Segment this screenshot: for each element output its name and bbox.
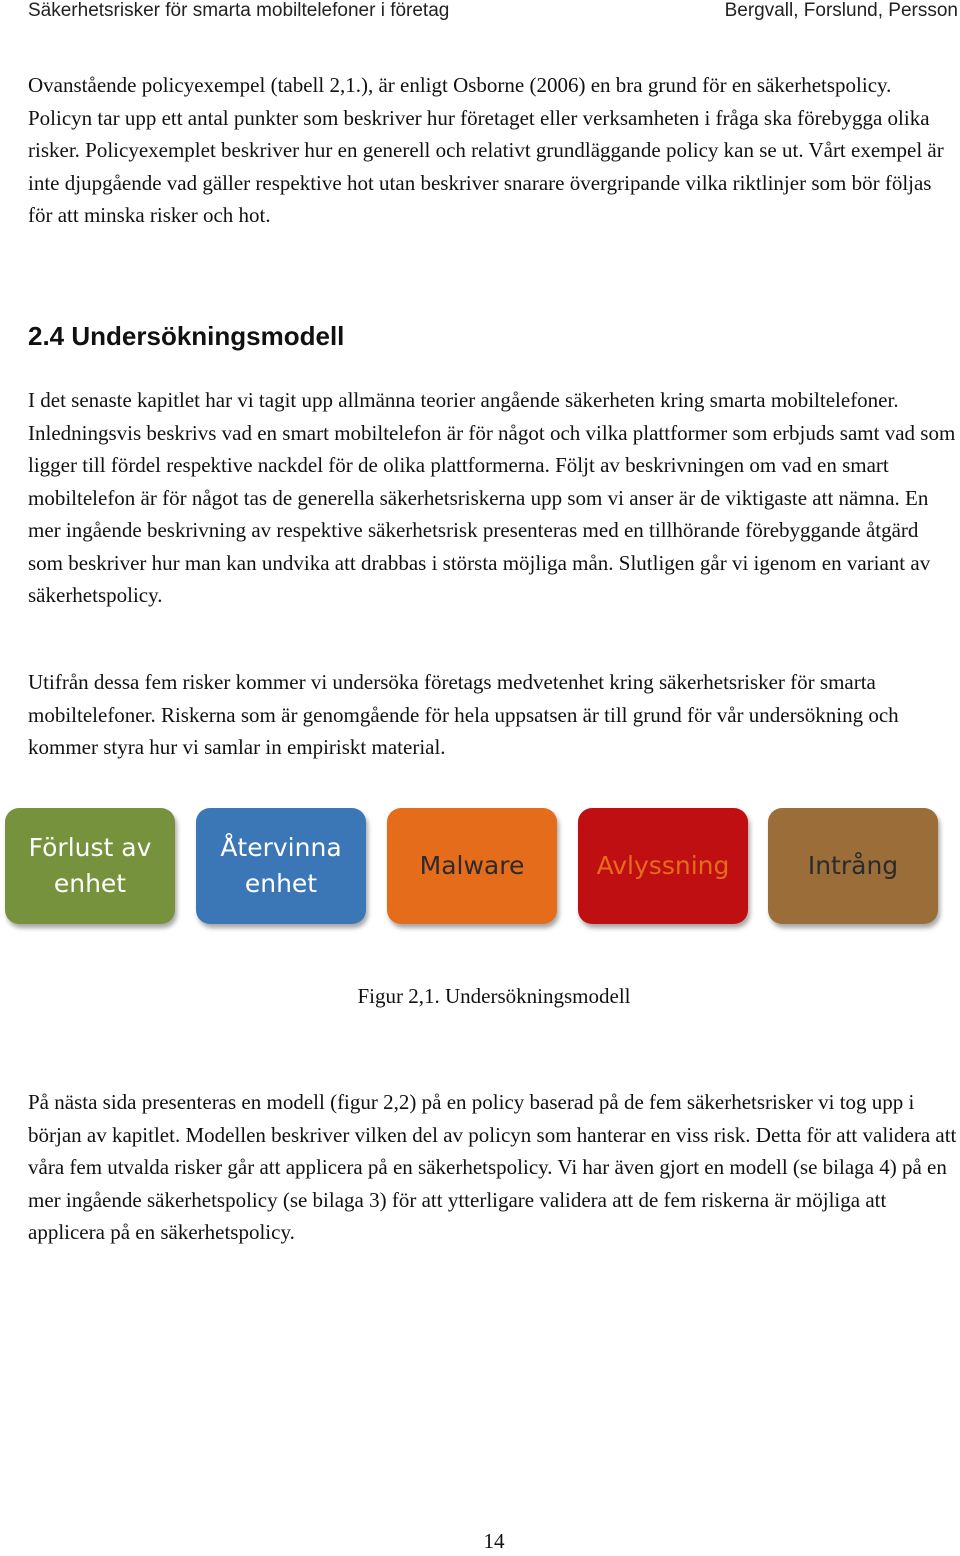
running-header [0, 0, 960, 24]
research-model-figure [5, 808, 945, 928]
risk-box-malware [387, 808, 557, 924]
risk-box-intrusion [768, 808, 938, 924]
header-title: Säkerhetsrisker för smarta mobiltelefoner i företag [28, 0, 450, 21]
risk-box-label-line2: enhet [53, 869, 127, 898]
risk-box-label-line1: Malware [419, 851, 525, 880]
paragraph-five-risks: Utifrån dessa fem risker kommer vi undersöka företags medvetenhet kring säkerhetsrisker för smarta mobiltelefoner. Riskerna som är genomgående för hela uppsatsen är till grund för vår undersökning och kommer styra hur vi samlar in empiriskt material. [28, 670, 899, 759]
risk-box-label-line2: enhet [244, 869, 318, 898]
risk-box-label-line1: Återvinna [220, 833, 342, 862]
risk-box-loss-of-device [5, 808, 175, 924]
risk-box-recycle-device [196, 808, 366, 924]
risk-box-label-line1: Förlust av [28, 833, 152, 862]
risk-box-label-line1: Avlyssning [596, 851, 730, 880]
paragraph-policy-example: Ovanstående policyexempel (tabell 2,1.), är enligt Osborne (2006) en bra grund för en säkerhetspolicy. Policyn tar upp ett antal punkter som beskriver hur företaget eller verksamheten i fråga ska förebygga olika risker. Policyexemplet beskriver hur en generell och relativt grundläggande policy kan se ut. Vårt exempel är inte djupgående vad gäller respektive hot utan beskriver snarare övergripande vilka riktlinjer som bör följas för att minska risker och hot. [28, 73, 944, 227]
page-number: 14 [483, 1529, 505, 1553]
risk-box-label-line1: Intrång [807, 851, 899, 880]
section-heading: 2.4 Undersökningsmodell [28, 321, 345, 351]
risk-box-eavesdropping [578, 808, 748, 924]
paragraph-chapter-summary: I det senaste kapitlet har vi tagit upp allmänna teorier angående säkerheten kring smarta mobiltelefoner. Inledningsvis beskrivs vad en smart mobiltelefon är för något och vilka plattformer som erbjuds samt vad som ligger till fördel respektive nackdel för de olika plattformerna. Följt av beskrivningen om vad en smart mobiltelefon är för något tas de generella säkerhetsriskerna upp som vi anser är de viktigaste att nämna. En mer ingående beskrivning av respektive säkerhetsrisk presenteras med en tillhörande förebyggande åtgärd som beskriver hur man kan undvika att drabbas i största möjliga mån. Slutligen går vi igenom en variant av säkerhetspolicy. [28, 388, 956, 607]
paragraph-next-page-model: På nästa sida presenteras en modell (figur 2,2) på en policy baserad på de fem säkerhetsrisker vi tog upp i början av kapitlet. Modellen beskriver vilken del av policyn som hanterar en viss risk. Detta för att validera att våra fem utvalda risker går att applicera på en säkerhetspolicy. Vi har även gjort en modell (se bilaga 4) på en mer ingående säkerhetspolicy (se bilaga 3) för att ytterligare validera att de fem riskerna är möjliga att applicera på en säkerhetspolicy. [28, 1090, 957, 1244]
figure-caption: Figur 2,1. Undersökningsmodell [357, 984, 631, 1008]
header-authors: Bergvall, Forslund, Persson [724, 0, 958, 21]
